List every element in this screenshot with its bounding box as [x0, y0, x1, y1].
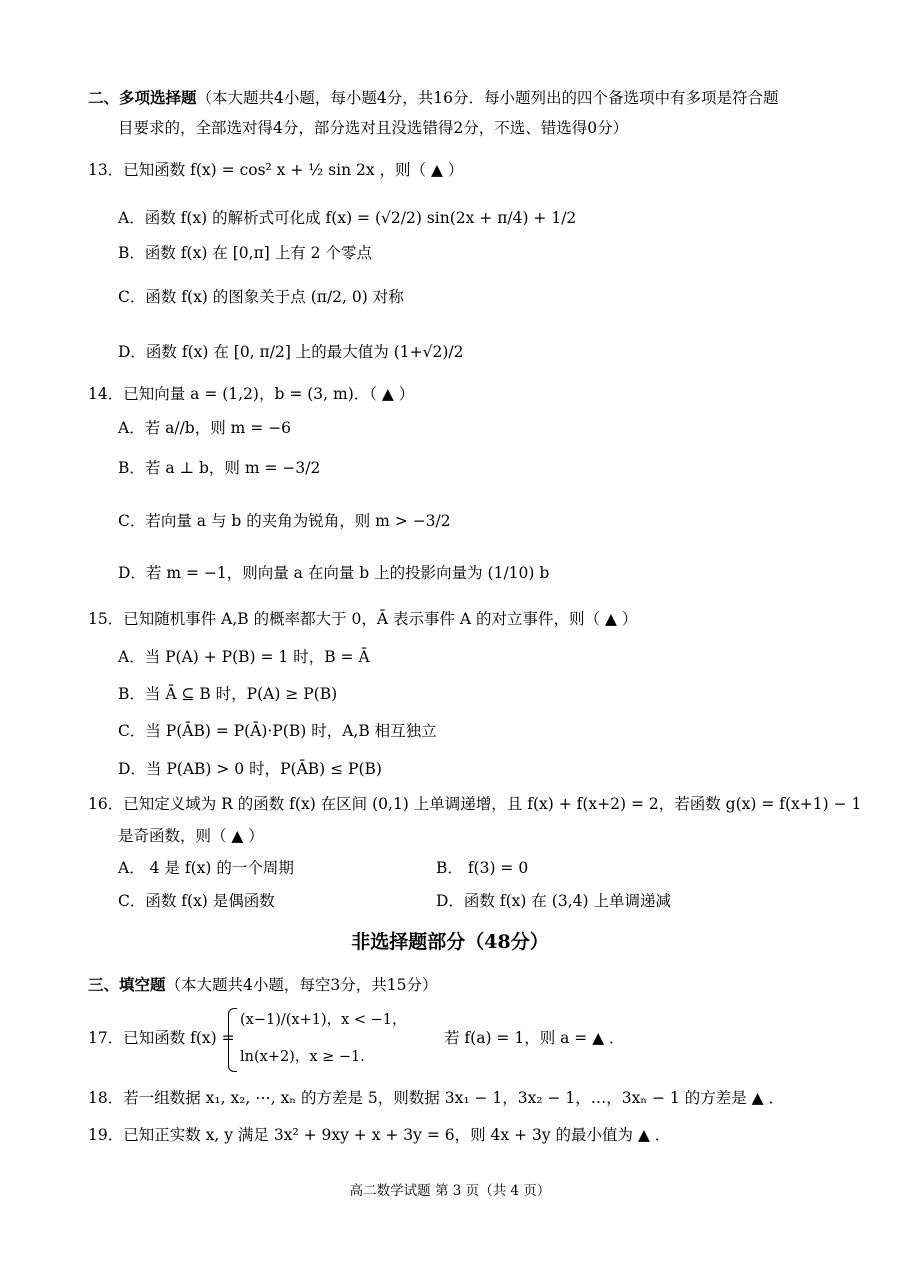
q13-option-b: B．函数 f(x) 在 [0,π] 上有 2 个零点 — [118, 244, 372, 262]
q13-option-c: C．函数 f(x) 的图象关于点 (π/2, 0) 对称 — [118, 288, 404, 306]
q16-stem-2: 是奇函数，则（ ▲ ） — [118, 827, 264, 845]
q17-prefix: 17．已知函数 f(x) = — [88, 1029, 235, 1047]
q14-option-c: C．若向量 a 与 b 的夹角为锐角，则 m > −3/2 — [118, 512, 451, 530]
page-footer: 高二数学试题 第 3 页（共 4 页） — [349, 1183, 551, 1199]
q17-case-1: (x−1)/(x+1)，x < −1， — [240, 1012, 407, 1028]
q13-stem: 13．已知函数 f(x) = cos² x + ½ sin 2x ，则（ ▲ ） — [88, 161, 464, 179]
q16-option-c: C．函数 f(x) 是偶函数 — [118, 892, 275, 910]
q16-option-d: D．函数 f(x) 在 (3,4) 上单调递减 — [436, 892, 671, 910]
section3-heading-line — [88, 975, 437, 995]
q16-option-b: B． f(3) = 0 — [436, 859, 529, 877]
q16-stem-1: 16．已知定义域为 R 的函数 f(x) 在区间 (0,1) 上单调递增，且 f(x) + f(x+2) = 2，若函数 g(x) = f(x+1) − 1 — [88, 795, 862, 813]
q17-suffix: 若 f(a) = 1，则 a = ▲ ． — [444, 1029, 625, 1047]
q14-option-a: A．若 a//b，则 m = −6 — [118, 419, 292, 437]
section2-instructions-1: （本大题共4小题，每小题4分，共16分．每小题列出的四个备选项中有多项是符合题 — [196, 89, 779, 107]
q15-option-a: A．当 P(A) + P(B) = 1 时，B = Ā — [118, 648, 370, 666]
section2-instructions-2: 目要求的，全部选对得4分，部分选对且没选错得2分，不选、错选得0分） — [118, 119, 629, 137]
q15-option-c: C．当 P(ĀB) = P(Ā)·P(B) 时，A,B 相互独立 — [118, 722, 437, 740]
q14-option-d: D．若 m = −1，则向量 a 在向量 b 上的投影向量为 (1/10) b — [118, 564, 550, 582]
section2-heading: 二、多项选择题 — [88, 88, 197, 107]
q16-option-a: A． 4 是 f(x) 的一个周期 — [118, 859, 294, 877]
q15-option-b: B．当 Ā ⊆ B 时，P(A) ≥ P(B) — [118, 685, 338, 703]
section3-heading: 三、填空题 — [88, 975, 166, 994]
q15-option-d: D．当 P(AB) > 0 时，P(ĀB) ≤ P(B) — [118, 760, 382, 778]
section3-instructions: （本大题共4小题，每空3分，共15分） — [165, 976, 438, 994]
q13-option-d: D．函数 f(x) 在 [0, π/2] 上的最大值为 (1+√2)/2 — [118, 343, 464, 361]
q17-case-2: ln(x+2)，x ≥ −1． — [240, 1049, 375, 1065]
q13-option-a: A．函数 f(x) 的解析式可化成 f(x) = (√2/2) sin(2x + π/4) + 1/2 — [118, 209, 577, 227]
q14-stem: 14．已知向量 a = (1,2)，b = (3, m)．（ ▲ ） — [88, 385, 415, 403]
q19-text: 19．已知正实数 x, y 满足 3x² + 9xy + x + 3y = 6，则 4x + 3y 的最小值为 ▲ ． — [88, 1126, 671, 1144]
q15-stem: 15．已知随机事件 A,B 的概率都大于 0，Ā 表示事件 A 的对立事件，则（ ▲ ） — [88, 610, 638, 628]
q17-piecewise-brace — [228, 1008, 237, 1072]
section2-heading-line — [88, 88, 778, 108]
part-title: 非选择题部分（48分） — [351, 931, 549, 953]
q18-text: 18．若一组数据 x₁, x₂, ⋯, xₙ 的方差是 5，则数据 3x₁ − 1，3x₂ − 1，…，3xₙ − 1 的方差是 ▲ ． — [88, 1089, 784, 1107]
q14-option-b: B．若 a ⊥ b，则 m = −3/2 — [118, 459, 321, 477]
